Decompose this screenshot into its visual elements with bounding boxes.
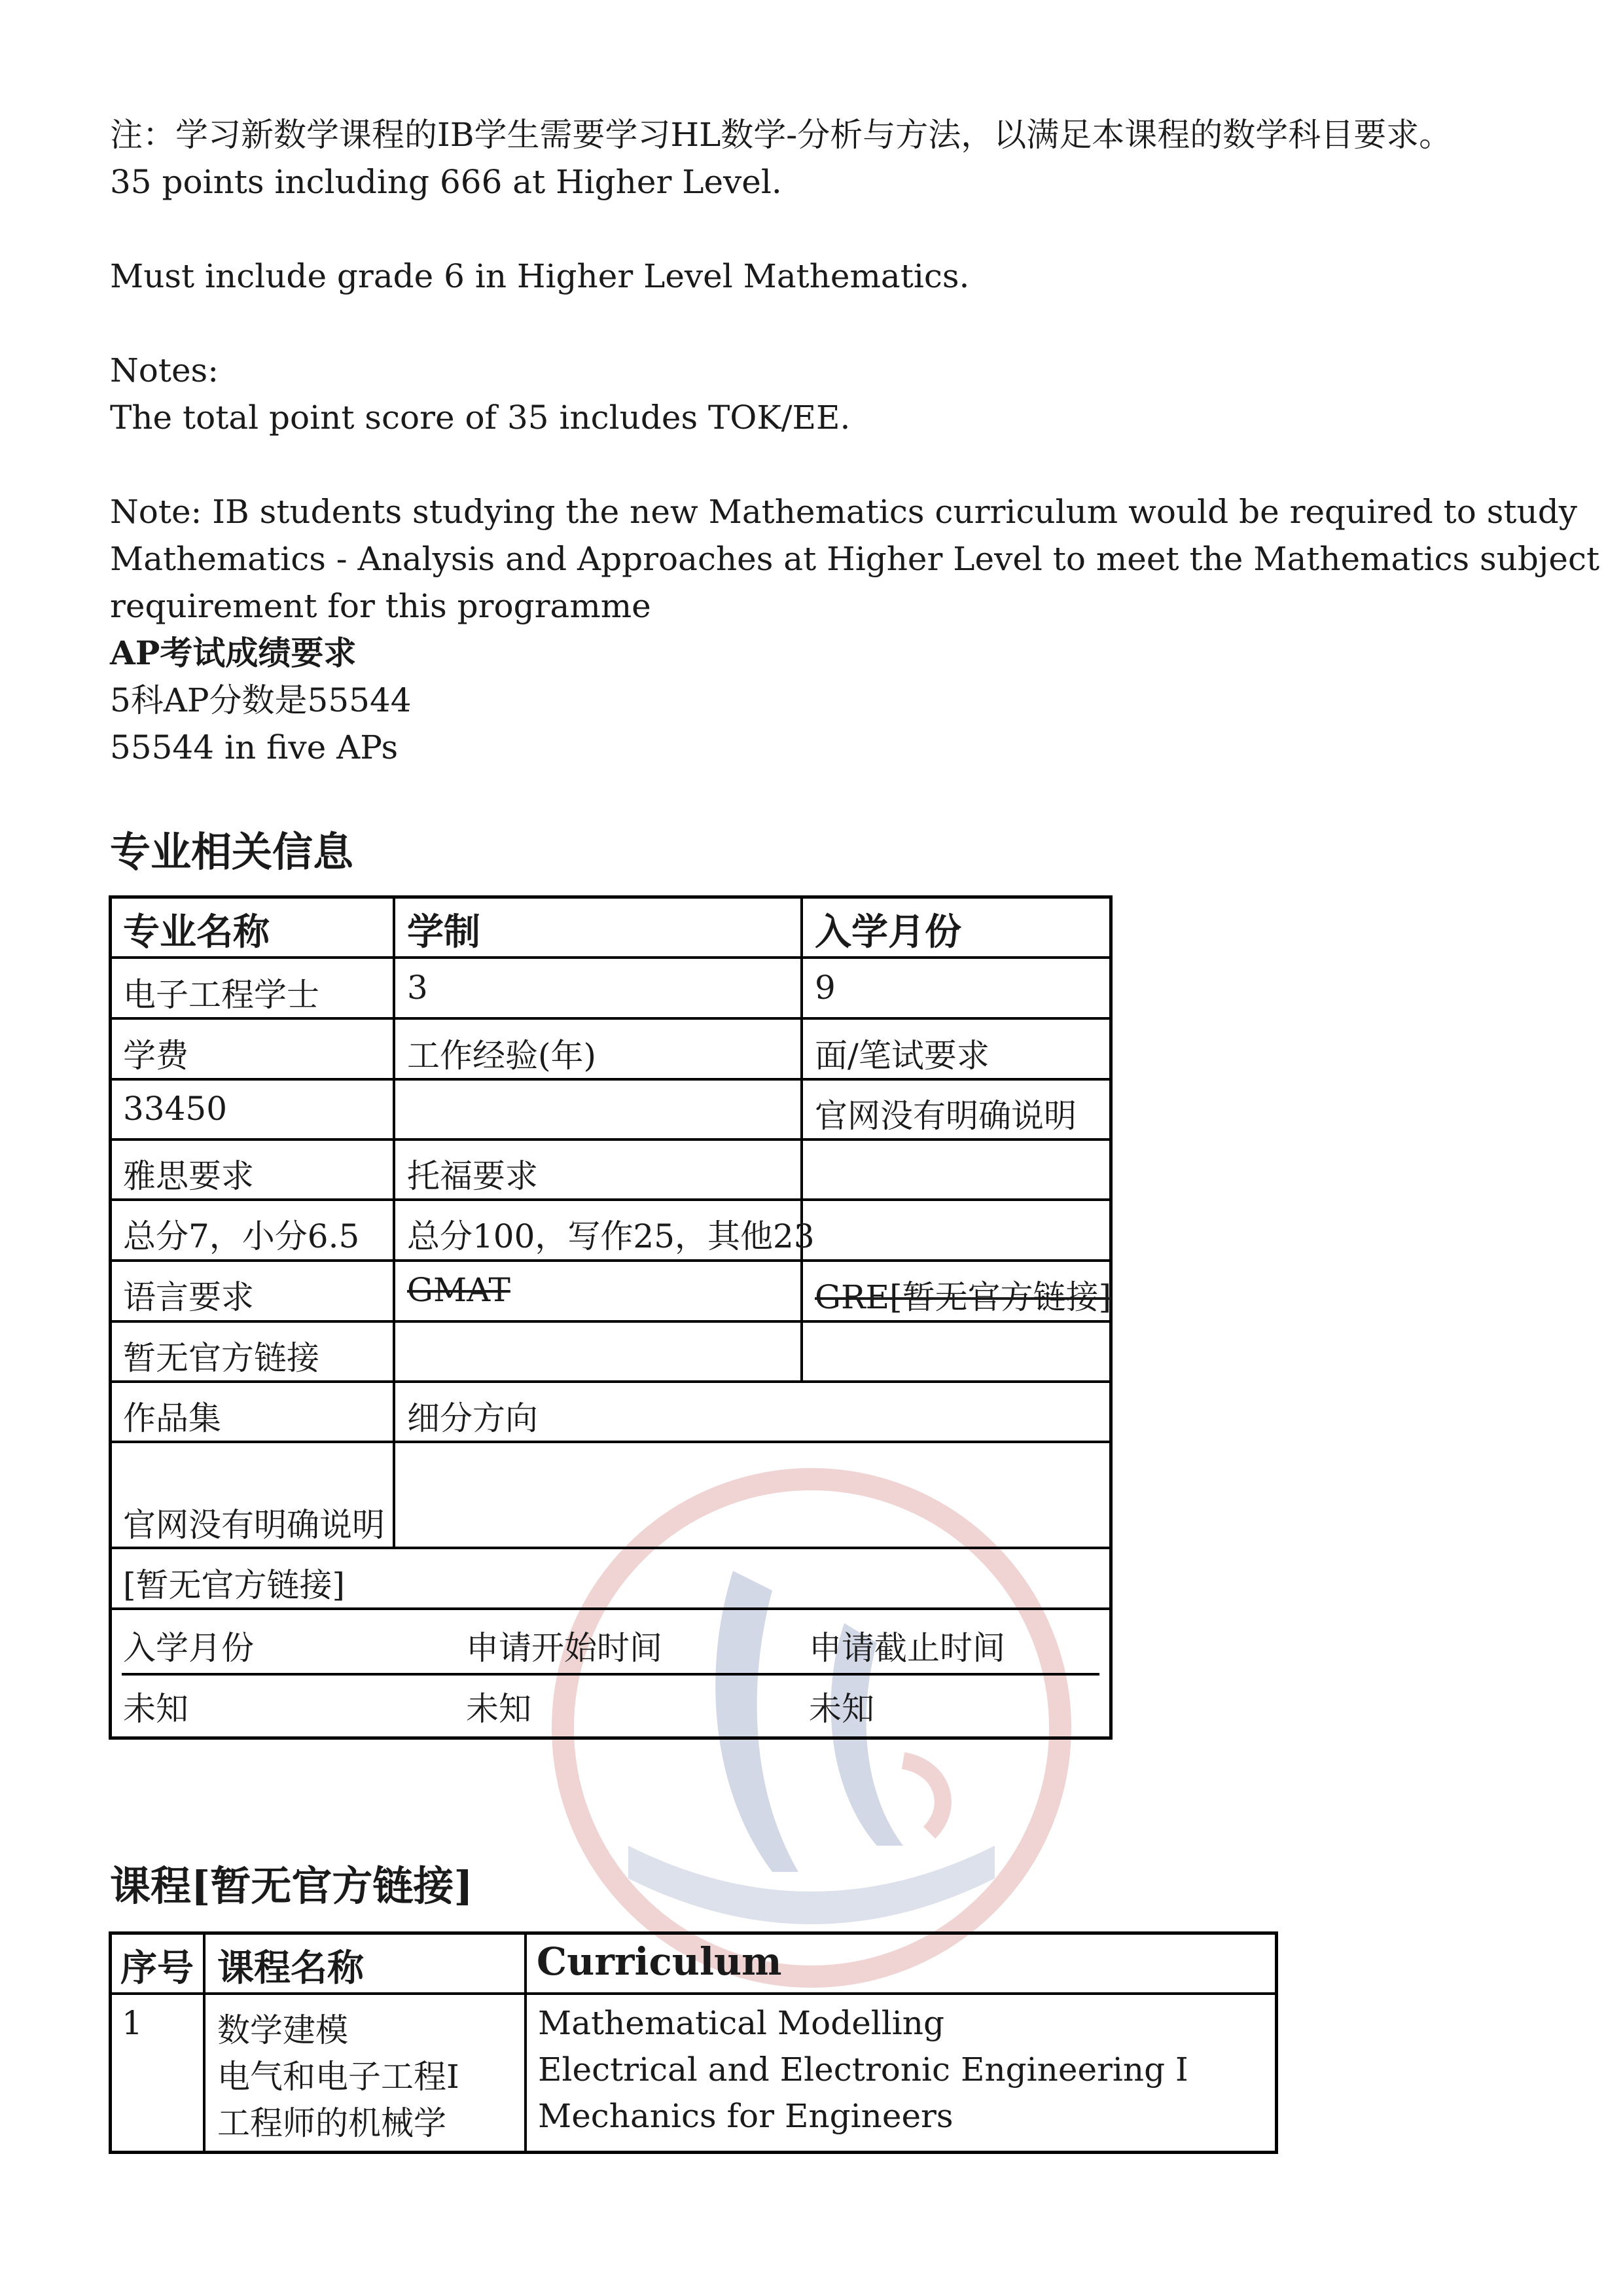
- total-score-note: The total point score of 35 includes TOK/EE.: [110, 399, 851, 437]
- ielts-value: 总分7，小分6.5: [123, 1217, 360, 1255]
- math-grade: Must include grade 6 in Higher Level Mathematics.: [110, 257, 970, 295]
- specialization-label: 细分方向: [407, 1399, 538, 1437]
- ap-requirement-zh: 5科AP分数是55544: [110, 681, 412, 719]
- course-zh-2: 电气和电子工程I: [217, 2058, 459, 2096]
- work-experience-label: 工作经验(年): [407, 1037, 597, 1075]
- language-requirement-label: 语言要求: [123, 1278, 254, 1316]
- toefl-label: 托福要求: [407, 1157, 538, 1195]
- note-line-3: requirement for this programme: [110, 587, 651, 625]
- tuition-label: 学费: [123, 1037, 188, 1075]
- row-number: 1: [122, 2004, 143, 2042]
- ielts-label: 雅思要求: [123, 1157, 254, 1195]
- notes-label: Notes:: [110, 351, 219, 389]
- col-header-course-name: 课程名称: [217, 1946, 364, 1990]
- course-en-3: Mechanics for Engineers: [538, 2097, 954, 2135]
- portfolio-value: 官网没有明确说明: [123, 1506, 385, 1544]
- portfolio-label: 作品集: [123, 1399, 221, 1437]
- ap-heading: AP考试成绩要求: [110, 634, 357, 672]
- note-line-1: Note: IB students studying the new Mathematics curriculum would be required to study: [110, 493, 1577, 531]
- interview-label: 面/笔试要求: [815, 1037, 990, 1075]
- dates-value-intake: 未知: [123, 1690, 188, 1728]
- col-header-intake: 入学月份: [815, 910, 961, 954]
- course-zh-1: 数学建模: [217, 2011, 348, 2049]
- dates-header-intake: 入学月份: [123, 1629, 254, 1667]
- interview-value: 官网没有明确说明: [815, 1097, 1077, 1135]
- dates-header-app-open: 申请开始时间: [466, 1629, 662, 1667]
- col-header-number: 序号: [120, 1946, 194, 1990]
- dates-header-app-deadline: 申请截止时间: [809, 1629, 1005, 1667]
- curriculum-title: 课程[暂无官方链接]: [110, 1862, 473, 1910]
- language-link-placeholder: 暂无官方链接: [123, 1339, 319, 1377]
- note-line-2: Mathematics - Analysis and Approaches at Higher Level to meet the Mathematics subject: [110, 540, 1600, 578]
- col-header-curriculum: Curriculum: [537, 1939, 782, 1984]
- tuition-value: 33450: [123, 1090, 228, 1128]
- course-zh-3: 工程师的机械学: [217, 2104, 446, 2142]
- major-name: 电子工程学士: [123, 976, 319, 1014]
- col-header-major: 专业名称: [123, 910, 270, 954]
- dates-value-app-open: 未知: [466, 1690, 531, 1728]
- gre-label: GRE[暂无官方链接]: [815, 1278, 1112, 1316]
- ap-requirement-en: 55544 in five APs: [110, 728, 399, 766]
- course-en-2: Electrical and Electronic Engineering I: [538, 2051, 1188, 2089]
- course-en-1: Mathematical Modelling: [538, 2004, 944, 2042]
- program-info-title: 专业相关信息: [110, 828, 354, 876]
- intake-month-value: 9: [815, 969, 836, 1007]
- ib-points: 35 points including 666 at Higher Level.: [110, 163, 782, 201]
- specialization-link-placeholder: [暂无官方链接]: [123, 1566, 346, 1604]
- duration-value: 3: [407, 969, 428, 1007]
- dates-value-app-deadline: 未知: [809, 1690, 874, 1728]
- gmat-label: GMAT: [407, 1271, 510, 1309]
- zh-math-note: 注：学习新数学课程的IB学生需要学习HL数学-分析与方法，以满足本课程的数学科目要求。: [110, 116, 1452, 154]
- toefl-value: 总分100，写作25，其他23: [407, 1217, 815, 1255]
- col-header-duration: 学制: [407, 910, 480, 954]
